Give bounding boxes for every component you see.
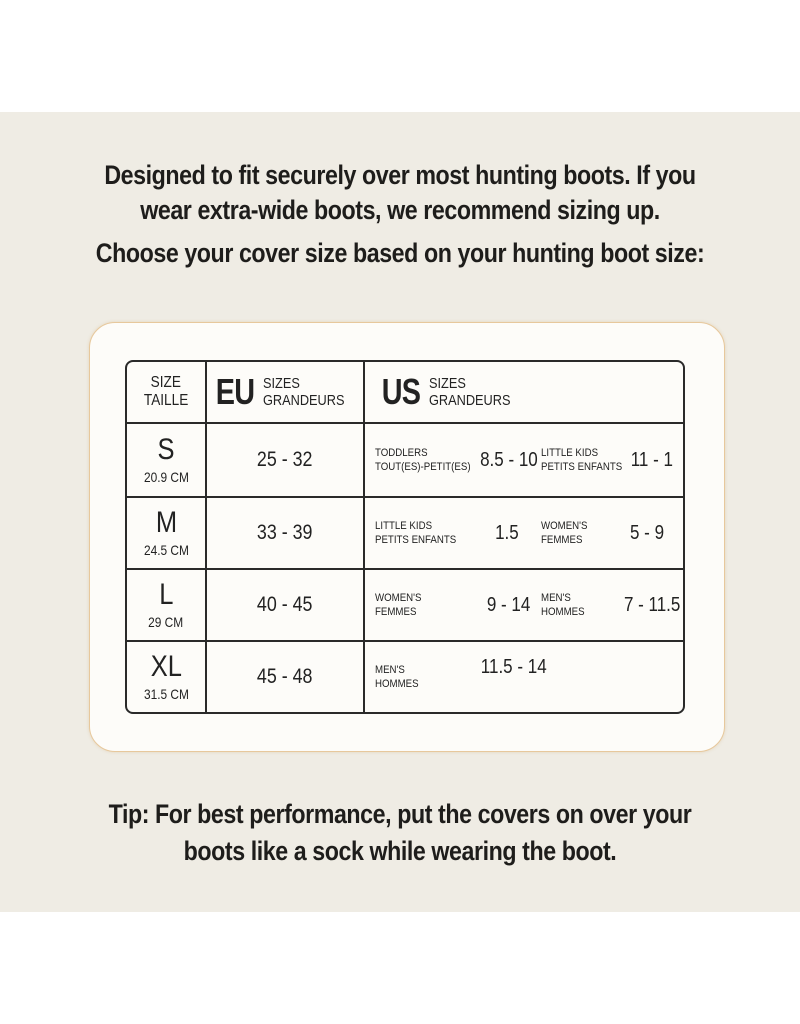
us-group xyxy=(375,424,484,496)
table-row-s-us xyxy=(365,424,685,496)
table-row-s-eu xyxy=(207,424,363,496)
us-label-en: LITTLE KIDS xyxy=(375,520,433,532)
us-label-en: MEN'S xyxy=(541,592,571,604)
us-group xyxy=(483,570,534,640)
us-group xyxy=(375,642,425,712)
header-eu-big: EU xyxy=(215,371,255,412)
table-row-xl-size xyxy=(127,642,205,712)
header-size xyxy=(127,362,205,422)
us-label xyxy=(541,446,622,474)
us-group xyxy=(541,498,594,568)
us-value: 5 - 9 xyxy=(630,521,665,544)
us-group xyxy=(475,642,552,712)
us-label xyxy=(375,519,456,547)
eu-value: 33 - 39 xyxy=(257,521,313,544)
size-letter: XL xyxy=(150,650,182,683)
header-eu-small xyxy=(263,375,344,409)
us-label-en: WOMEN'S xyxy=(375,592,422,604)
intro-line-3: Choose your cover size based on your hunting boot size: xyxy=(95,238,705,268)
table-row-xl-eu xyxy=(207,642,363,712)
size-letter: S xyxy=(157,433,175,466)
us-label xyxy=(541,591,585,619)
us-label-fr: HOMMES xyxy=(541,606,585,618)
us-label xyxy=(375,446,471,474)
us-label-en: TODDLERS xyxy=(375,447,428,459)
size-chart-table xyxy=(125,360,685,714)
header-us-sizes: SIZES xyxy=(429,375,466,392)
table-row-l-us xyxy=(365,570,685,640)
us-label-en: MEN'S xyxy=(375,664,405,676)
table-row-m-eu xyxy=(207,498,363,568)
header-us xyxy=(365,362,697,422)
us-label-en: WOMEN'S xyxy=(541,520,588,532)
tip-text xyxy=(56,796,744,870)
us-group xyxy=(375,498,467,568)
table-row-s-size xyxy=(127,424,205,496)
us-value: 7 - 11.5 xyxy=(623,593,681,616)
us-value: 9 - 14 xyxy=(486,593,531,616)
size-letter: M xyxy=(155,506,177,539)
table-row-m-size xyxy=(127,498,205,568)
header-us-small xyxy=(429,375,510,409)
us-label-fr: PETITS ENFANTS xyxy=(541,461,623,473)
eu-value: 45 - 48 xyxy=(257,665,313,688)
header-eu-sizes: SIZES xyxy=(263,375,300,392)
table-row-m-us xyxy=(365,498,685,568)
header-size-fr: TAILLE xyxy=(143,392,189,409)
us-label-fr: PETITS ENFANTS xyxy=(375,534,457,546)
tip-line-1: Tip: For best performance, put the covers on over your xyxy=(108,799,692,829)
table-row-l-size xyxy=(127,570,205,640)
header-us-big: US xyxy=(381,371,421,412)
us-value: 1.5 xyxy=(495,521,519,544)
intro-line-1: Designed to fit securely over most hunting boots. If you xyxy=(104,160,696,190)
us-label-en: LITTLE KIDS xyxy=(541,447,599,459)
header-us-grandeurs: GRANDEURS xyxy=(429,392,511,409)
us-group xyxy=(627,498,667,568)
size-letter: L xyxy=(158,578,174,611)
us-group xyxy=(493,498,521,568)
table-row-xl-us xyxy=(365,642,685,712)
us-label xyxy=(541,519,587,547)
us-label-fr: HOMMES xyxy=(375,678,419,690)
header-eu xyxy=(207,362,363,422)
intro-text xyxy=(56,158,744,271)
us-label xyxy=(375,663,419,691)
us-group xyxy=(541,570,591,640)
us-value: 11.5 - 14 xyxy=(480,656,547,678)
us-label-fr: FEMMES xyxy=(541,534,583,546)
size-cm: 29 CM xyxy=(148,614,184,630)
us-group xyxy=(475,424,543,496)
header-eu-grandeurs: GRANDEURS xyxy=(263,392,345,409)
us-label-fr: TOUT(ES)-PETIT(ES) xyxy=(375,461,471,473)
us-value: 8.5 - 10 xyxy=(480,448,538,471)
size-cm: 24.5 CM xyxy=(143,542,189,558)
tip-line-2: boots like a sock while wearing the boot. xyxy=(183,836,617,866)
size-cm: 20.9 CM xyxy=(143,469,189,485)
eu-value: 40 - 45 xyxy=(257,593,313,616)
intro-line-2: wear extra-wide boots, we recommend sizing up. xyxy=(140,195,660,225)
us-group xyxy=(619,570,685,640)
header-size-en: SIZE xyxy=(150,374,182,391)
us-group xyxy=(541,424,633,496)
table-row-l-eu xyxy=(207,570,363,640)
us-label xyxy=(375,591,421,619)
us-group xyxy=(627,424,677,496)
size-cm: 31.5 CM xyxy=(143,686,189,702)
eu-value: 25 - 32 xyxy=(257,448,313,471)
us-group xyxy=(375,570,428,640)
us-label-fr: FEMMES xyxy=(375,606,417,618)
us-value: 11 - 1 xyxy=(630,448,673,471)
